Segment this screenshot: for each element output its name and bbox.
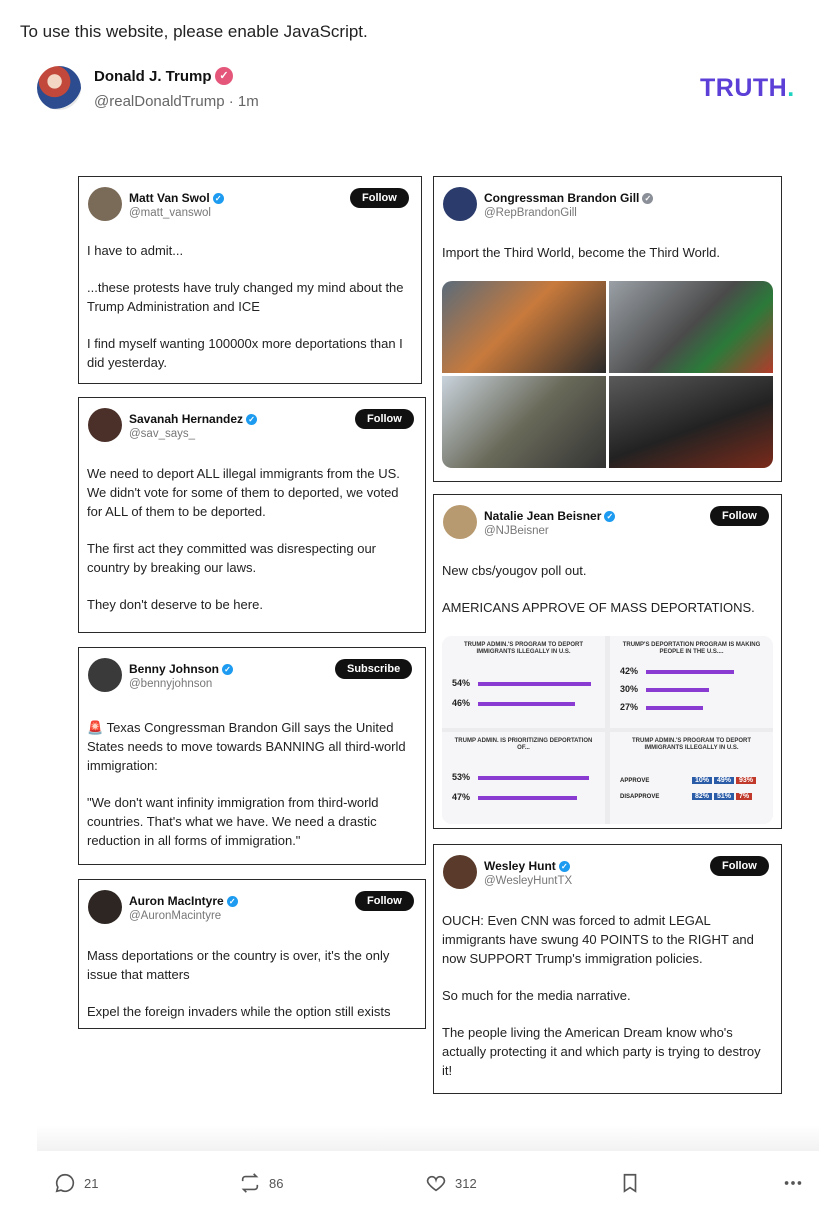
verified-check-icon: ✓ <box>559 861 570 872</box>
embedded-post-text: Import the Third World, become the Third World. <box>442 245 720 260</box>
avatar <box>88 408 122 442</box>
poll-value: 27% <box>620 702 639 712</box>
repost-button[interactable] <box>239 1172 283 1194</box>
protest-photo <box>609 281 773 373</box>
poll-bar <box>646 670 734 674</box>
embedded-author-name: Wesley Hunt ✓ <box>484 859 570 873</box>
poll-graphic <box>610 636 773 728</box>
poll-title: TRUMP ADMIN.'S PROGRAM TO DEPORT IMMIGRANTS ILLEGALLY IN U.S. <box>464 642 583 655</box>
avatar <box>443 187 477 221</box>
poll-value: 42% <box>620 666 639 676</box>
embedded-author-name: Auron MacIntyre ✓ <box>129 894 238 908</box>
like-count: 312 <box>455 1175 477 1191</box>
poll-row-label: APPROVE <box>620 778 650 784</box>
more-icon <box>782 1172 804 1194</box>
bookmark-icon <box>620 1172 640 1194</box>
reply-icon <box>54 1172 76 1194</box>
poll-bar <box>646 688 709 692</box>
embedded-author-name: Savanah Hernandez ✓ <box>129 412 257 426</box>
embedded-author-handle: @sav_says_ <box>129 428 196 440</box>
protest-photo-grid <box>442 281 773 468</box>
embedded-post-text: 🚨 Texas Congressman Brandon Gill says the United States needs to move towards BANNING all third-world immigration: "We don't want infinity immigration from third-world countries. That's what we have. We need a drastic reduction in all forms of immigration." <box>87 720 406 848</box>
embedded-post-matt-van-swol <box>78 176 422 384</box>
protest-photo <box>609 376 773 468</box>
embedded-author-name: Congressman Brandon Gill ✓ <box>484 191 653 205</box>
poll-bar <box>478 702 575 706</box>
author-name[interactable]: Donald J. Trump <box>94 68 212 85</box>
embedded-author-name: Matt Van Swol ✓ <box>129 191 224 205</box>
embedded-author-handle: @RepBrandonGill <box>484 207 577 219</box>
verified-check-icon: ✓ <box>246 414 257 425</box>
embedded-author-name: Benny Johnson ✓ <box>129 662 233 676</box>
post-action-bar <box>0 1168 840 1202</box>
poll-cell: 7% <box>736 793 752 800</box>
truth-social-logo[interactable]: TRUTH. <box>700 74 795 102</box>
embedded-post-brandon-gill <box>433 176 782 482</box>
repost-icon <box>239 1172 261 1194</box>
follow-button: Follow <box>355 891 414 911</box>
poll-title: TRUMP ADMIN. IS PRIORITIZING DEPORTATION OF... <box>454 738 593 751</box>
poll-bar <box>478 796 577 800</box>
protest-photo <box>442 376 606 468</box>
verified-check-icon: ✓ <box>604 511 615 522</box>
embedded-post-text: I have to admit... ...these protests have truly changed my mind about the Trump Administration and ICE I find myself wanting 100000x more deportations than I did yesterday. <box>87 243 404 370</box>
poll-value: 46% <box>452 698 471 708</box>
embedded-post-text: New cbs/yougov poll out. AMERICANS APPROVE OF MASS DEPORTATIONS. <box>442 563 755 615</box>
embedded-author-name: Natalie Jean Beisner ✓ <box>484 509 615 523</box>
embedded-post-natalie-beisner <box>433 494 782 829</box>
avatar <box>443 855 477 889</box>
embedded-post-text: OUCH: Even CNN was forced to admit LEGAL immigrants have swung 40 POINTS to the RIGHT and now SUPPORT Trump's immigration policies. So much for the media narrative. The people living the American Dream know who's actually protecting it and which party is trying to destroy it! <box>442 913 761 1078</box>
follow-button: Follow <box>350 188 409 208</box>
protest-photo <box>442 281 606 373</box>
avatar <box>443 505 477 539</box>
avatar <box>88 890 122 924</box>
poll-cell: 51% <box>714 793 734 800</box>
embedded-post-text: Mass deportations or the country is over, it's the only issue that matters Expel the foreign invaders while the option still exists <box>87 948 391 1019</box>
poll-cell: 82% <box>692 793 712 800</box>
poll-value: 54% <box>452 678 471 688</box>
poll-bar <box>478 776 589 780</box>
poll-graphic-grid <box>442 636 773 824</box>
poll-cell: 93% <box>736 777 756 784</box>
author-handle-time: @realDonaldTrump · 1m <box>94 93 259 110</box>
poll-cell: 49% <box>714 777 734 784</box>
reply-button[interactable] <box>54 1172 98 1194</box>
poll-row-label: DISAPPROVE <box>620 794 660 800</box>
repost-count: 86 <box>269 1175 284 1191</box>
heart-icon <box>425 1172 447 1194</box>
poll-cell: 10% <box>692 777 712 784</box>
follow-button: Follow <box>710 506 769 526</box>
poll-bar <box>646 706 703 710</box>
poll-title: TRUMP'S DEPORTATION PROGRAM IS MAKING PEOPLE IN THE U.S.... <box>622 642 761 655</box>
follow-button: Follow <box>355 409 414 429</box>
verified-check-icon: ✓ <box>642 193 653 204</box>
follow-button: Follow <box>710 856 769 876</box>
embedded-post-text: We need to deport ALL illegal immigrants from the US. We didn't vote for some of them to deported, we voted for ALL of them to be deported. The first act they committed was disrespecting our country by breaking our laws. They don't deserve to be here. <box>87 466 400 612</box>
embedded-post-auron-macintyre <box>78 879 426 1029</box>
verified-check-icon: ✓ <box>213 193 224 204</box>
embedded-author-handle: @WesleyHuntTX <box>484 875 573 887</box>
embedded-author-handle: @AuronMacintyre <box>129 910 222 922</box>
author-avatar[interactable] <box>37 66 81 110</box>
poll-value: 30% <box>620 684 639 694</box>
like-button[interactable] <box>425 1172 477 1194</box>
embedded-author-handle: @bennyjohnson <box>129 678 213 690</box>
media-bottom-fade <box>37 1125 819 1151</box>
bookmark-button[interactable] <box>620 1172 640 1194</box>
embedded-post-wesley-hunt <box>433 844 782 1094</box>
more-options-button[interactable] <box>782 1172 804 1194</box>
poll-bar <box>478 682 591 686</box>
noscript-message: To use this website, please enable JavaScript. <box>20 22 368 41</box>
poll-title: TRUMP ADMIN.'S PROGRAM TO DEPORT IMMIGRANTS ILLEGALLY IN U.S. <box>632 738 751 751</box>
verified-badge-icon: ✓ <box>215 67 233 85</box>
post-image-collage[interactable] <box>78 176 782 1096</box>
post-header <box>37 66 827 116</box>
subscribe-button: Subscribe <box>335 659 412 679</box>
poll-value: 53% <box>452 772 471 782</box>
embedded-post-savanah-hernandez <box>78 397 426 633</box>
avatar <box>88 658 122 692</box>
reply-count: 21 <box>84 1175 99 1191</box>
avatar <box>88 187 122 221</box>
poll-value: 47% <box>452 792 471 802</box>
embedded-post-benny-johnson <box>78 647 426 865</box>
verified-check-icon: ✓ <box>222 664 233 675</box>
poll-graphic <box>442 636 605 728</box>
poll-graphic <box>610 732 773 824</box>
verified-check-icon: ✓ <box>227 896 238 907</box>
poll-graphic <box>442 732 605 824</box>
embedded-author-handle: @matt_vanswol <box>129 207 211 219</box>
embedded-author-handle: @NJBeisner <box>484 525 549 537</box>
